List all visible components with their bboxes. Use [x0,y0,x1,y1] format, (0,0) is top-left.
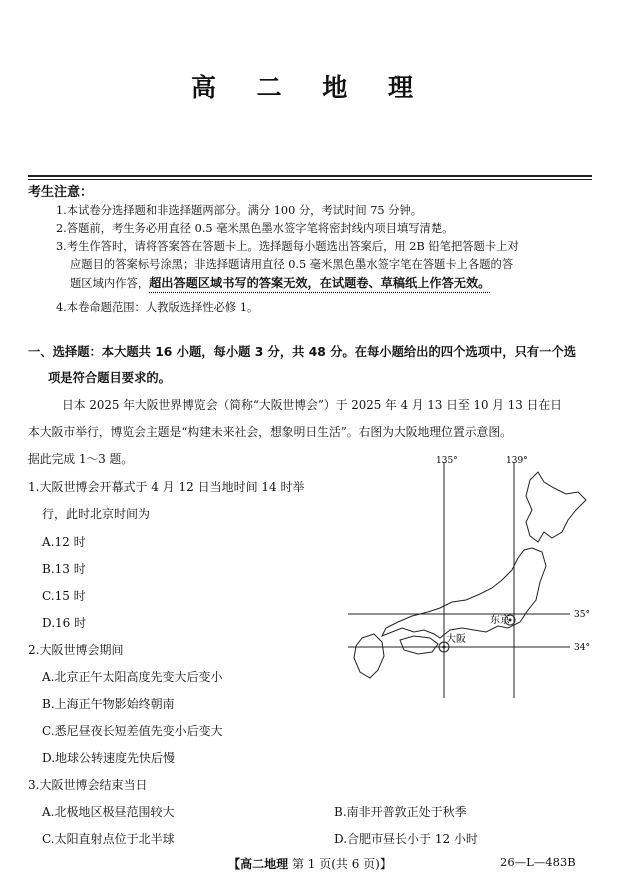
q2-option-c[interactable]: C.悉尼昼夜长短差值先变小后变大 [42,724,223,738]
footer-label: 【高二地理 [228,857,289,871]
lon-label-135: 135° [436,456,458,466]
top-rule-thin [28,179,592,180]
q2-option-a[interactable]: A.北京正午太阳高度先变大后变小 [42,670,223,684]
notice-item-3: 3.考生作答时，请将答案答在答题卡上。选择题每小题选出答案后，用 2B 铅笔把答题卡上对 [56,240,519,253]
kyushu-outline [354,634,384,678]
q1-option-a[interactable]: A.12 时 [42,535,86,549]
notice-item-3-cont: 应题目的答案标号涂黑；非选择题请用直径 0.5 毫米黑色墨水签字笔在答题卡上各题的答 [70,258,514,271]
intro-line-2: 本大阪市举行，博览会主题是“构建未来社会，想象明日生活”。右图为大阪地理位置示意图。 [28,425,512,439]
notice-item-3-end [70,274,596,293]
notice-item-4: 4.本卷命题范围：人教版选择性必修 1。 [56,301,259,314]
intro-line-3: 据此完成 1～3 题。 [28,452,134,466]
osaka-location-map [340,452,610,702]
page-title: 高 二 地 理 [190,73,430,102]
q3-option-c[interactable]: C.太阳直射点位于北半球 [42,832,175,846]
osaka-label: 大阪 [446,634,466,645]
notice-item-1: 1.本试卷分选择题和非选择题两部分。满分 100 分，考试时间 75 分钟。 [56,204,423,217]
lat-label-34: 34° [574,643,590,653]
q2-option-b[interactable]: B.上海正午物影始终朝南 [42,697,175,711]
question-1-stem-cont: 行，此时北京时间为 [42,507,151,521]
hokkaido-outline [526,472,586,542]
q3-option-a[interactable]: A.北极地区极昼范围较大 [42,805,175,819]
notice-item-2: 2.答题前，考生务必用直径 0.5 毫米黑色墨水签字笔将密封线内项目填写清楚。 [56,222,454,235]
q1-option-d[interactable]: D.16 时 [42,616,87,630]
notice-heading: 考生注意： [28,185,94,200]
osaka-dot [443,646,446,649]
q3-option-d[interactable]: D.合肥市昼长小于 12 小时 [334,832,478,846]
notice-emphasis: 超出答题区域书写的答案无效，在试题卷、草稿纸上作答无效。 [149,276,491,290]
q1-option-b[interactable]: B.13 时 [42,562,86,576]
notice-item-3-tail: 题区域内作答， [70,277,150,290]
footer-page: 第 1 页(共 6 页)】 [291,857,392,871]
tokyo-label: 东京 [490,615,510,626]
top-rule [28,175,592,177]
q3-option-b[interactable]: B.南非开普敦正处于秋季 [334,805,467,819]
exam-code: 26—L—483B [500,855,576,869]
question-1-stem: 1.大阪世博会开幕式于 4 月 12 日当地时间 14 时举 [28,480,305,494]
q2-option-d[interactable]: D.地球公转速度先快后慢 [42,751,176,765]
q1-option-c[interactable]: C.15 时 [42,589,86,603]
shikoku-outline [400,636,438,654]
lat-label-35: 35° [574,610,590,620]
question-2-stem: 2.大阪世博会期间 [28,643,124,657]
section-heading: 一、选择题：本大题共 16 小题，每小题 3 分，共 48 分。在每小题给出的四个选项中，只有一个选 [28,345,577,359]
section-heading-cont: 项是符合题目要求的。 [48,371,171,385]
question-3-stem: 3.大阪世博会结束当日 [28,778,148,792]
honshu-outline [382,548,546,638]
lon-label-139: 139° [506,456,528,466]
intro-line-1: 日本 2025 年大阪世界博览会（简称“大阪世博会”）于 2025 年 4 月 13 日至 10 月 13 日在日 [62,398,562,412]
